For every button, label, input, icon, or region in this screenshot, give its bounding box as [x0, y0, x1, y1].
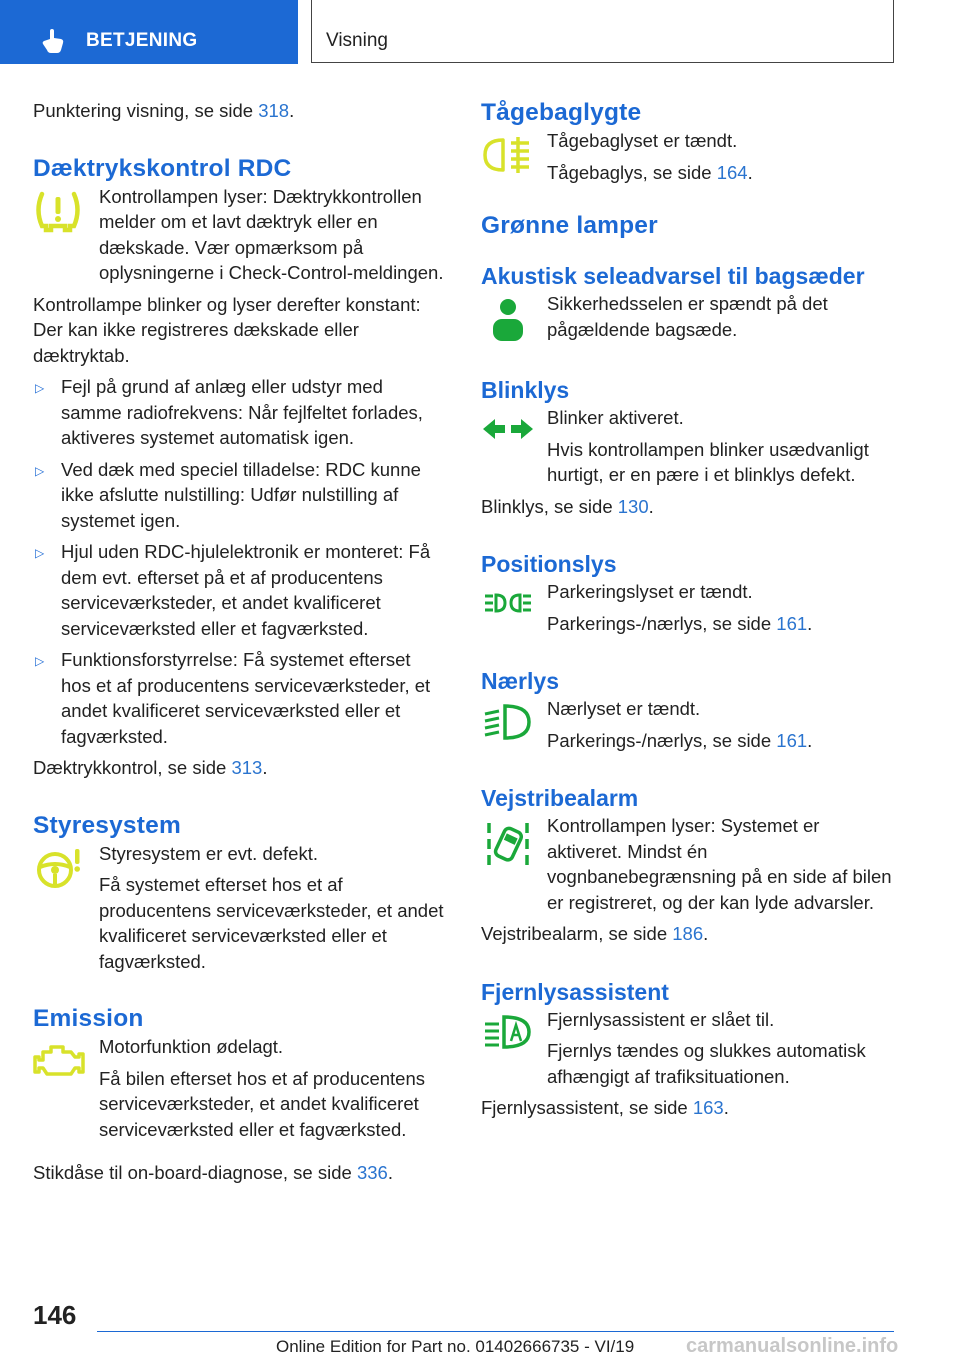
- edition-text: Online Edition for Part no. 01402666735 - VI/19: [276, 1337, 635, 1356]
- rdc-text-2: Kontrollampe blinker og lyser derefter konstant: Der kan ikke registreres dækskade eller dæktryktab.: [33, 293, 421, 366]
- page-link-318[interactable]: 318: [258, 100, 290, 121]
- blinker-block: [481, 405, 892, 488]
- triangle-bullet-icon: ▷: [35, 381, 45, 395]
- page-link-161[interactable]: 161: [776, 612, 808, 634]
- blinker-text-1: Blinker aktiveret.: [547, 407, 684, 428]
- triangle-bullet-icon: ▷: [35, 546, 45, 560]
- emission-reference: Stikdåse til on-board-diagnose, se side 336.: [33, 1162, 393, 1183]
- heading-rdc: Dæktrykskontrol RDC: [33, 154, 292, 182]
- emission-block: [33, 1034, 445, 1142]
- heading-lane: Vejstribealarm: [481, 785, 639, 811]
- emission-text-2: Få bilen efterset hos et af producentens serviceværksteder, et andet kvalificeret serviceværksted eller et fagværksted.: [99, 1067, 426, 1140]
- list-item: ▷ Ved dæk med speciel tilladelse: RDC kunne ikke afslutte nulstilling: Udfør nulstilling af systemet igen.: [35, 458, 421, 531]
- steering-warning-icon: [33, 845, 99, 895]
- rear-fog-light-icon: [481, 132, 547, 182]
- page-link-161b[interactable]: 161: [776, 729, 808, 751]
- heading-blinker: Blinklys: [481, 377, 570, 403]
- list-item: ▷ Hjul uden RDC-hjulelektronik er monteret: Få dem evt. efterset på et af producentens serviceværksteder, et andet kvalificeret serviceværksted eller et fagværksted.: [35, 541, 431, 639]
- watermark: carmanualsonline.info: [686, 1335, 899, 1357]
- list-item: ▷ Fejl på grund af anlæg eller udstyr med samme radiofrekvens: Når fejlfeltet forlades, aktiveres systemet automatisk igen.: [35, 376, 423, 448]
- chapter-tab[interactable]: [0, 0, 298, 64]
- triangle-bullet-icon: ▷: [35, 654, 45, 668]
- low-beam-icon: [481, 700, 547, 750]
- emission-text-1: Motorfunktion ødelagt.: [99, 1036, 284, 1057]
- page-link-163[interactable]: 163: [692, 1097, 724, 1118]
- turn-signal-arrows-icon: [481, 409, 547, 459]
- low-beam-reference: Parkerings-/nærlys, se side 161.: [547, 729, 813, 751]
- rear-fog-text: Tågebaglyset er tændt.: [547, 130, 738, 151]
- low-beam-block: [481, 696, 892, 753]
- heading-high-beam: Fjernlysassistent: [481, 978, 669, 1005]
- heading-low-beam: Nærlys: [481, 668, 559, 694]
- rear-fog-block: [481, 128, 892, 185]
- high-beam-reference: Fjernlysassistent, se side 163.: [481, 1097, 729, 1118]
- right-column: [481, 98, 892, 1127]
- page-link-130[interactable]: 130: [617, 495, 649, 517]
- steering-text-1: Styresystem er evt. defekt.: [99, 842, 318, 864]
- page-link-186[interactable]: 186: [672, 923, 704, 944]
- heading-steering: Styresystem: [33, 811, 181, 839]
- section-title: Visning: [326, 30, 388, 51]
- position-reference: Parkerings-/nærlys, se side 161.: [547, 612, 813, 634]
- seat-occupant-icon: [481, 295, 547, 345]
- high-beam-assist-icon: [481, 1011, 547, 1061]
- rdc-text-1: Kontrollampen lyser: Dæktrykkontrollen melder om et lavt dæktryk eller en dækskade. Vær opmærksom på oplysningerne i Check-Control-meldingen.: [99, 185, 444, 283]
- blinker-text-2: Hvis kontrollampen blinker usædvanligt hurtigt, er en pære i et blinklys defekt.: [547, 438, 869, 485]
- triangle-bullet-icon: ▷: [35, 463, 45, 478]
- position-block: [481, 579, 892, 636]
- rdc-bullet-list: [33, 374, 445, 749]
- low-beam-text: Nærlyset er tændt.: [547, 698, 701, 719]
- section-header: [311, 0, 894, 63]
- chapter-title: BETJENING: [86, 30, 198, 51]
- heading-green-lamps: Grønne lamper: [481, 212, 658, 239]
- lane-block: [481, 813, 892, 915]
- page-link-313[interactable]: 313: [231, 757, 263, 778]
- steering-text-2: Få systemet efterset hos et af producentens serviceværksteder, et andet kvalificeret serviceværksted eller et fagværksted.: [99, 874, 444, 972]
- intro-reference: Punktering visning, se side 318.: [33, 100, 295, 121]
- page-link-164[interactable]: 164: [716, 161, 748, 183]
- page-link-336[interactable]: 336: [356, 1162, 388, 1183]
- left-column: [33, 98, 445, 1192]
- list-item: ▷ Funktionsforstyrrelse: Få systemet efterset hos et af producentens serviceværksteder, et andet kvalificeret serviceværksted eller et fagværksted.: [35, 649, 431, 747]
- rdc-block: [33, 184, 445, 286]
- page-number: 146: [33, 1300, 77, 1330]
- position-text: Parkeringslyset er tændt.: [547, 581, 753, 602]
- footer-divider: [97, 1331, 894, 1332]
- lane-departure-icon: [481, 817, 547, 877]
- lane-text: Kontrollampen lyser: Systemet er aktiveret. Mindst én vognbanebegrænsning på en side af bilen er registreret, og der kan lyde advarsler.: [547, 815, 892, 913]
- high-beam-text-2: Fjernlys tændes og slukkes automatisk afhængigt af trafiksituationen.: [547, 1040, 866, 1087]
- blinker-reference: Blinklys, se side 130.: [481, 495, 654, 517]
- high-beam-text-1: Fjernlysassistent er slået til.: [547, 1008, 775, 1030]
- heading-position: Positionslys: [481, 551, 617, 577]
- heading-seatbelt: Akustisk seleadvarsel til bagsæder: [481, 263, 865, 289]
- high-beam-block: [481, 1007, 892, 1090]
- lane-reference: Vejstribealarm, se side 186.: [481, 923, 709, 944]
- rdc-reference: Dæktrykkontrol, se side 313.: [33, 757, 268, 778]
- heading-emission: Emission: [33, 1005, 144, 1032]
- tire-pressure-warning-icon: [33, 188, 99, 238]
- steering-block: [33, 841, 445, 975]
- pointing-hand-icon: [40, 28, 66, 54]
- engine-check-icon: [33, 1038, 99, 1088]
- seatbelt-block: [481, 291, 892, 345]
- seatbelt-text: Sikkerhedsselen er spændt på det pågældende bagsæde.: [547, 293, 828, 340]
- parking-light-icon: [481, 583, 547, 633]
- rear-fog-reference: Tågebaglys, se side 164.: [547, 161, 753, 183]
- heading-rear-fog: Tågebaglygte: [481, 99, 642, 126]
